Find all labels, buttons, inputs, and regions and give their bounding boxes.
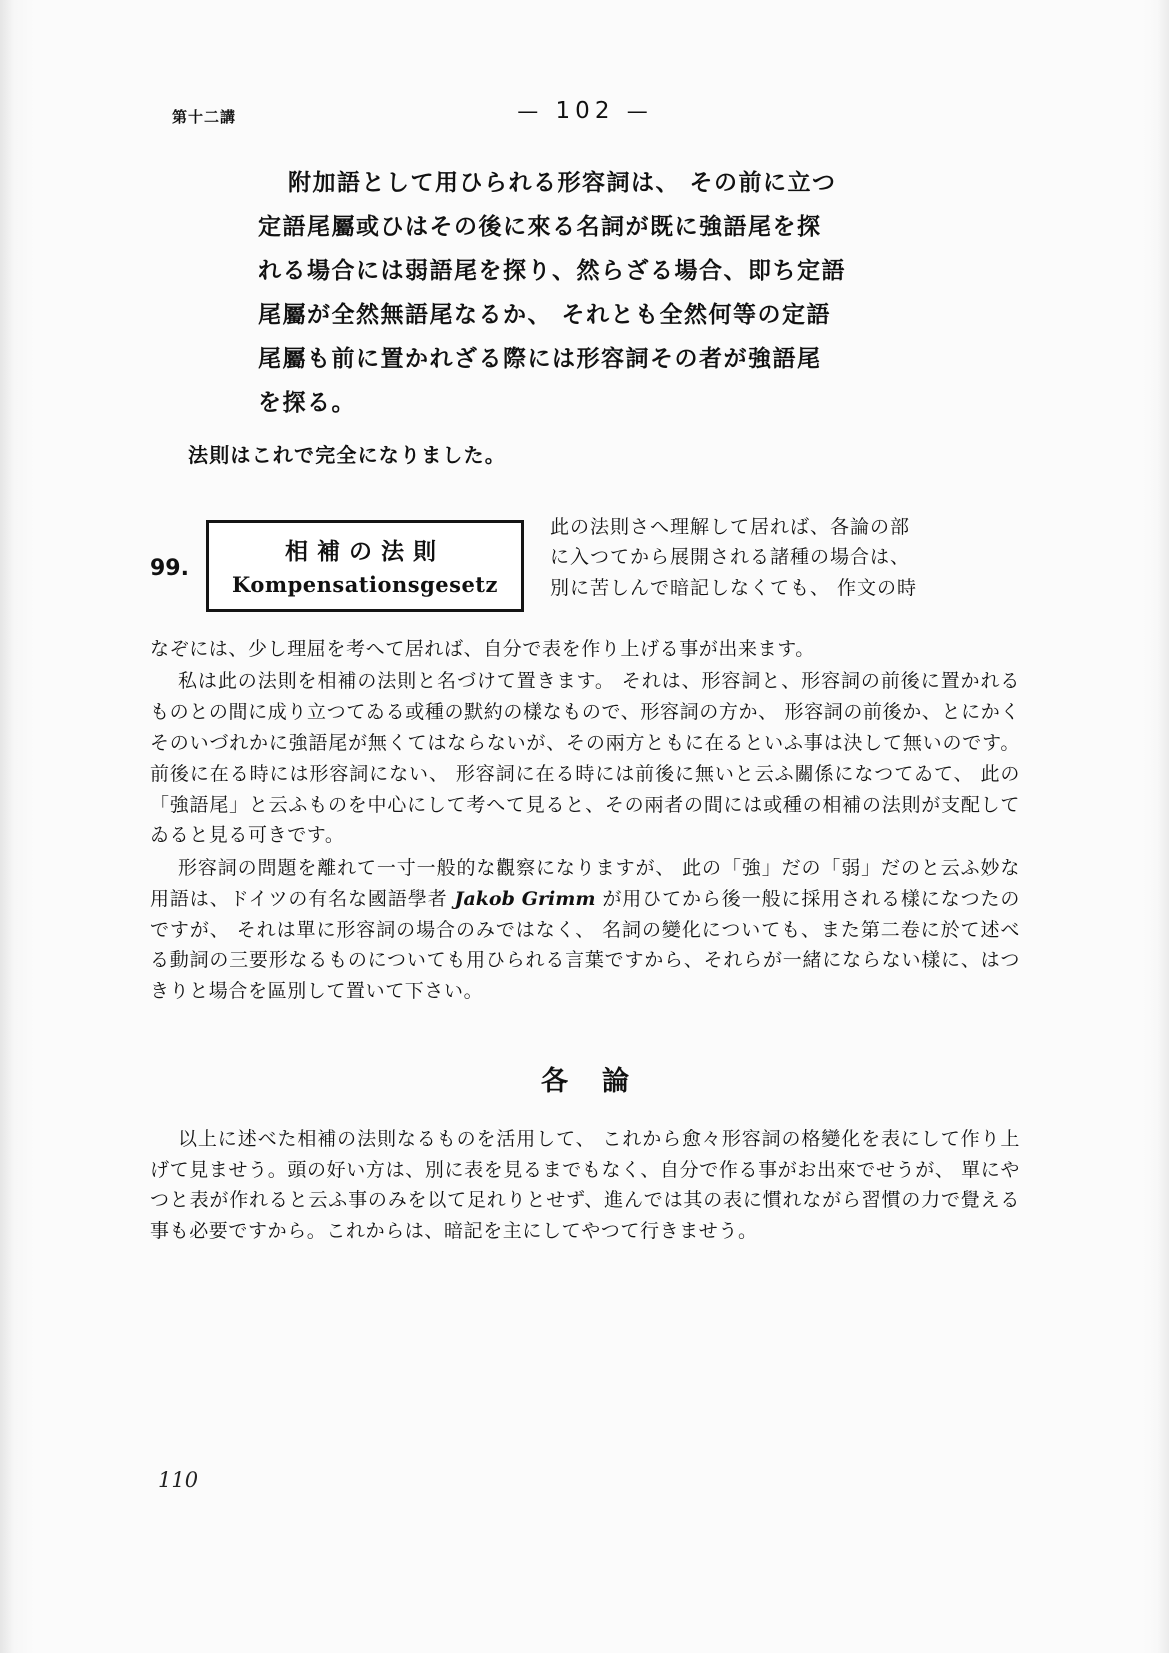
section-runon-line: なぞには、少し理屈を考へて居れば、自分で表を作り上げる事が出来ます。 bbox=[150, 637, 815, 660]
chapter-label: 第十二講 bbox=[172, 108, 237, 126]
rule-line: を探る。 bbox=[258, 389, 356, 416]
side-line: 此の法則さへ理解して居れば、各論の部 bbox=[550, 515, 911, 538]
side-line: 別に苦しんで暗記しなくても、 作文の時 bbox=[550, 577, 918, 600]
section-title-german: Kompensationsgesetz bbox=[232, 571, 498, 597]
section-side-paragraph bbox=[550, 512, 1020, 604]
page-number-value: 102 bbox=[555, 98, 615, 124]
page-content bbox=[150, 90, 1020, 1247]
section-title-box bbox=[206, 520, 524, 612]
section-99 bbox=[150, 512, 1020, 632]
side-line: に入つてから展開される諸種の場合は、 bbox=[550, 546, 911, 569]
rule-line: れる場合には弱語尾を探り、然らざる場合、即ち定語 bbox=[258, 257, 846, 284]
paragraph-text-after: が用ひてから後一般に採用される樣になつたのですが、 それは單に形容詞の場合のみではなく、 名詞の變化についても、また第二卷に於て述べる動詞の三要形なるものについても用ひられる言葉ですから、それらが一緒にならない樣に、はつきりと場合を區別して置いて下さい。 bbox=[150, 887, 1020, 1003]
rule-line: 尾屬が全然無語尾なるか、 それとも全然何等の定語 bbox=[258, 301, 832, 328]
rule-line: 尾屬も前に置かれざる際には形容詞その者が強語尾 bbox=[258, 345, 822, 372]
folio-number: 110 bbox=[158, 1468, 199, 1492]
body-paragraph: 私は此の法則を相補の法則と名づけて置きます。 それは、形容詞と、形容詞の前後に置かれるものとの間に成り立つてゐる或種の默約の樣なもので、形容詞の方か、 形容詞の前後か、とにかくそのいづれかに強語尾が無くてはならないが、その兩方ともに在るといふ事は決して無いのです。 前後に在る時には形容詞にない、 形容詞に在る時には前後に無いと云ふ關係になつてゐて、 此の「強語尾」と云ふものを中心にして考へて見ると、その兩者の間には或種の相補の法則が支配してゐると見る可きです。 bbox=[150, 670, 1020, 847]
section-number: 99. bbox=[150, 555, 189, 581]
rule-complete-note: 法則はこれで完全になりました。 bbox=[188, 442, 506, 467]
rule-line: 定語尾屬或ひはその後に來る名詞が既に強語尾を探 bbox=[258, 213, 822, 240]
closing-paragraph: 以上に述べた相補の法則なるものを活用して、 これから愈々形容詞の格變化を表にして作り上げて見ませう。頭の好い方は、別に表を見るまでもなく、自分で作る事がお出來でせうが、 單にやつと表が作れると云ふ事のみを以て足れりとせず、進んでは其の表に慣れながら習慣の力で覺える事も必要ですから。これからは、暗記を主にしてやつて行きませう。 bbox=[150, 1127, 1020, 1243]
rule-line: 附加語として用ひられる形容詞は、 その前に立つ bbox=[288, 170, 837, 196]
dash-left-glyph: — bbox=[517, 99, 544, 123]
body-paragraph-with-name bbox=[150, 853, 1020, 1007]
paragraph-text-before: 形容詞の問題を離れて一寸一般的な觀察になりますが、 此の「強」だの「弱」だのと云ふ妙な用語は、ドイツの有名な國語學者 bbox=[150, 857, 1020, 910]
running-head bbox=[150, 90, 1020, 132]
grimm-name: Jakob Grimm bbox=[454, 887, 596, 910]
rule-quote-block bbox=[258, 166, 898, 421]
section-title-japanese: 相補の法則 bbox=[285, 538, 445, 565]
dash-right-glyph: — bbox=[626, 99, 653, 123]
page-number bbox=[150, 98, 1020, 124]
section-subheading: 各論 bbox=[541, 1065, 663, 1097]
